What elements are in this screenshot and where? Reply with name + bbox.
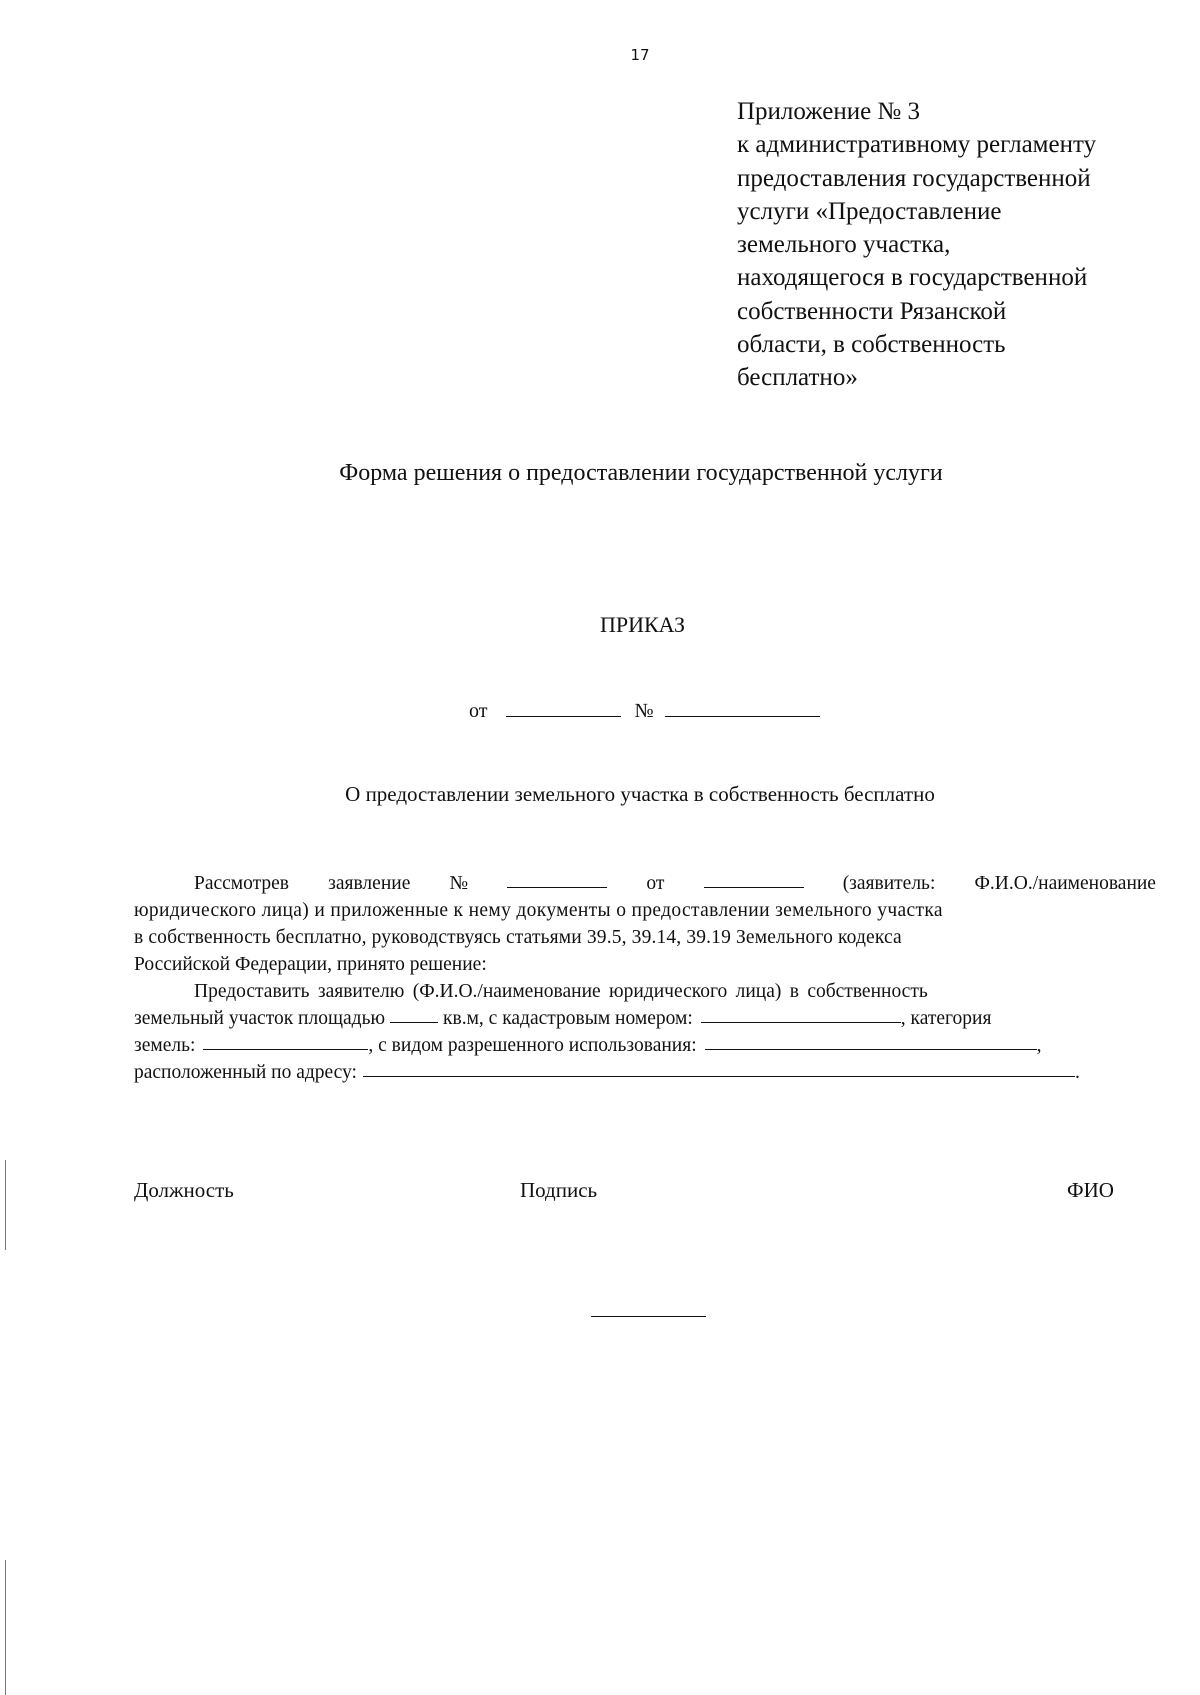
appendix-line: Приложение № 3 [737,98,921,125]
body-text: Российской Федерации, принято решение: [134,954,487,975]
word: (заявитель: [842,873,936,894]
appendix-line: находящегося в государственной [737,264,1088,292]
body-line [134,1059,1156,1086]
appendix-line: к административному регламенту [737,131,1097,159]
appendix-line: собственности Рязанской [737,297,1007,325]
body-text: кв.м, с кадастровым номером: [443,1008,693,1029]
body-line [134,951,1156,978]
body-text: Предоставить заявителю (Ф.И.О./наименование юридического лица) в собственность [194,981,928,1002]
appendix-line: предоставления государственной [737,164,1091,192]
body-text: в собственность бесплатно, руководствуясь статьями 39.5, 39.14, 39.19 Земельного кодекса [134,927,902,948]
permitted-use-blank [705,1032,1037,1050]
body-text: юридического лица) и приложенные к нему документы о предоставлении земельного участка [134,900,943,921]
cadastral-number-blank [701,1005,901,1023]
body-line [134,1005,1156,1032]
page-number: 17 [630,46,650,64]
application-date-blank [704,870,804,888]
position-label: Должность [134,1178,234,1202]
word: Рассмотрев [194,873,290,894]
word: от [646,873,665,894]
order-date-line [469,698,820,723]
body-text: , с видом разрешенного использования: [368,1035,697,1056]
word: заявление [328,873,411,894]
form-title: Форма решения о предоставлении государственной услуги [339,460,943,486]
application-number-blank [507,870,607,888]
appendix-line: услуги «Предоставление [737,197,1002,225]
address-blank [363,1059,1075,1077]
scan-edge-line [5,1560,6,1695]
scan-edge-line [5,1160,6,1250]
order-subject: О предоставлении земельного участка в собственность бесплатно [345,782,935,806]
body-text: земельный участок площадью [134,1008,386,1029]
body-text: расположенный по адресу: [134,1062,357,1083]
body-text: земель: [134,1035,196,1056]
signature-label: Подпись [520,1178,598,1202]
number-blank [665,698,820,717]
number-label: № [634,700,654,722]
appendix-line: области, в собственность [737,331,1006,359]
appendix-line: земельного участка, [737,231,951,259]
date-label: от [469,700,488,722]
closing-rule [591,1316,706,1317]
body-line [134,924,1156,951]
area-blank [390,1005,438,1023]
body-text: , категория [900,1008,992,1029]
body-text: . [1074,1062,1080,1083]
land-category-blank [203,1032,368,1050]
appendix-line: бесплатно» [737,364,858,392]
body-line [134,1032,1156,1059]
word: Ф.И.О./наименование [974,873,1156,894]
order-title: ПРИКАЗ [599,612,686,637]
date-blank [506,698,621,717]
word: № [449,873,469,894]
appendix-header [737,95,1177,395]
name-label: ФИО [1067,1178,1114,1202]
body-text: , [1036,1035,1042,1056]
order-body [134,870,1156,1086]
body-line [134,897,1156,924]
body-line [134,978,1156,1005]
body-line [134,870,1156,897]
